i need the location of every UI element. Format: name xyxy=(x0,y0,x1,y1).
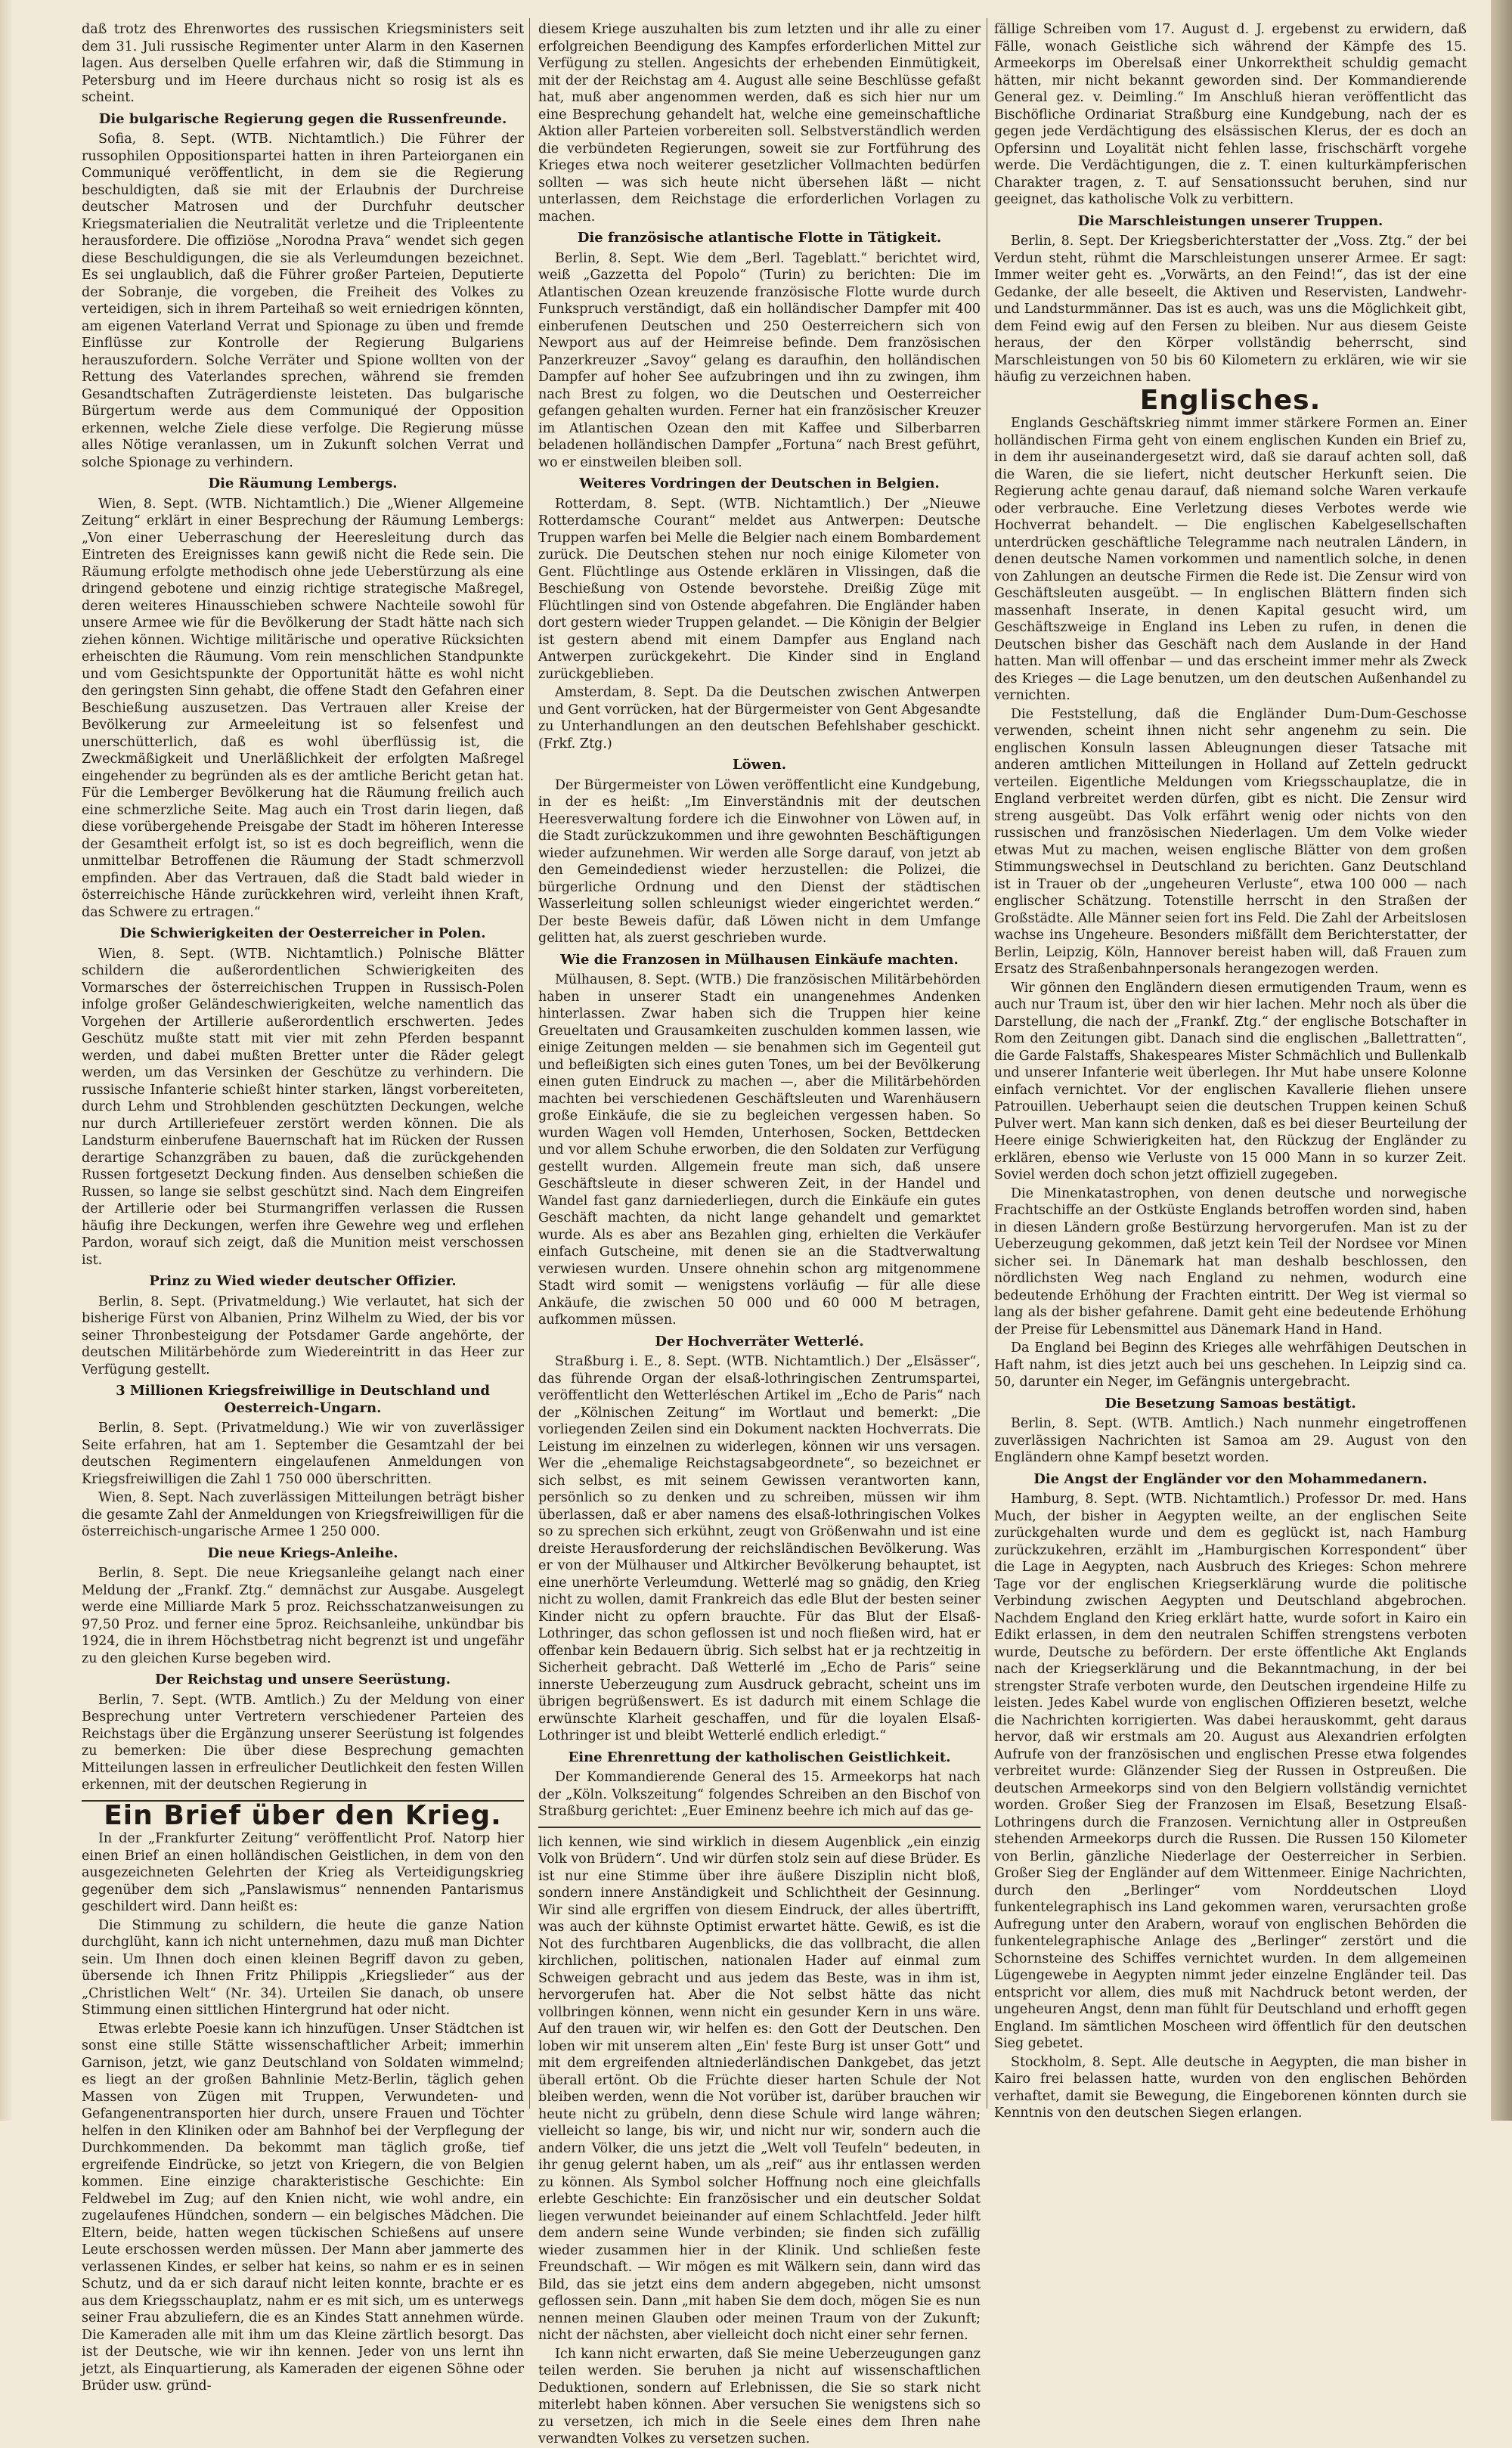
headline-war-loan: Die neue Kriegs-Anleihe. xyxy=(207,1545,398,1561)
article-muelhausen: Mülhausen, 8. Sept. (WTB.) Die französischen Militärbehörden haben in unserer Stadt ein unangenehmes Andenken hinterlassen. Zwar haben sich die Truppen hier keine Greueltaten und Grausamkeiten zuschulden kommen lassen, wie einige Zeitungen melden — sie benahmen sich im Gegenteil gut und befleißigten sich eines guten Tones, um bei der Bevölkerung einen guten Eindruck zu machen —, aber die Militärbehörden machten bei verschiedenen Geschäftsleuten und Warenhäusern große Einkäufe, die sie zu begleichen vergessen haben. So wurden Wagen voll Hemden, Unterhosen, Socken, Bettdecken und vor allem Schuhe erworben, die den Soldaten zur Verfügung gestellt wurden. Allgemein freute man sich, daß unsere Geschäftsleute in dieser schweren Zeit, in der Handel und Wandel fast ganz darniederliegen, durch die Einkäufe ein gutes Geschäft machten, da nicht lange gehandelt und gemarktet wurde. Als es aber ans Bezahlen ging, erhielten die Verkäufer einfach Gutscheine, mit denen sie an die Stadtverwaltung verwiesen wurden. Unsere ohnehin schon arg mitgenommene Stadt wird somit — wenigstens vorläufig — für alle diese Ankäufe, die zwischen 50 000 und 60 000 M betragen, aufkommen müssen. xyxy=(538,972,981,1328)
headline-wetterle: Der Hochverräter Wetterlé. xyxy=(655,1333,864,1349)
english-para-3: Wir gönnen den Engländern diesen ermutigenden Traum, wenn es auch nur Traum ist, über den wir hier lachen. Mehr noch als über die Darstellung, die nach der „Frankf. Ztg.“ der englische Botschafter in Rom den Zeitungen gibt. Danach sind die englischen „Ballettratten“, die Garde Falstaffs, Shakespeares Mister Schmächlich und Bullenkalb und unserer Infanterie weit überlegen. Ihr Mut habe unsere Kolonne einfach vernichtet. Vor der englischen Kavallerie fliehen unsere Patrouillen. Ueberhaupt seien die deutschen Truppen keinen Schuß Pulver wert. Man kann sich denken, daß es bei dieser Beurteilung der Heere einige Schwierigkeiten hat, den Rückzug der Engländer zu erklären, ebenso wie Verluste von 15 000 Mann in so kurzer Zeit. Soviel werden doch schon jetzt offiziell zugegeben. xyxy=(994,980,1467,1182)
article-mohammedans-stockholm: Stockholm, 8. Sept. Alle deutsche in Aegypten, die man bisher in Kairo frei belassen hatte, wurden von den englischen Behörden verhaftet, damit sie Bewegung, die Eingeborenen könnten durch sie Kenntnis von den deutschen Siegen erlangen. xyxy=(994,2054,1467,2121)
article-volunteers-berlin: Berlin, 8. Sept. (Privatmeldung.) Wie wir von zuverlässiger Seite erfahren, hat am 1. September die Gesamtzahl der bei deutschen Regimentern eingelaufenen Anmeldungen von Kriegsfreiwilligen die Zahl 1 750 000 überschritten. xyxy=(82,1421,524,1487)
letter-continuation-1: lich kennen, wie sind wirklich in diesem Augenblick „ein einzig Volk von Brüdern“. Und wir dürfen stolz sein auf diese Brüder. Es ist nur eine Stimme über ihre äußere Disziplin nicht bloß, sondern innere Anständigkeit und Schlichtheit der Gesinnung. Wir sind alle ergriffen von diesem Eindruck, der alles übertrifft, was auch der kühnste Optimist erwartet hätte. Gewiß, es ist die Not des furchtbaren Augenblicks, die das vollbracht, die allen kirchlichen, politischen, nationalen Hader auf einmal zum Schweigen gebracht und aus jedem das Beste, was in ihm ist, hervorgerufen hat. Aber die Not selbst hätte das nicht vollbringen können, wenn nicht ein gesunder Kern in uns wäre. Auf den trauen wir, wir helfen es: den Gott der Deutschen. Den loben wir mit unserem alten „Ein' feste Burg ist unser Gott“ und mit dem ergreifenden altniederländischen Dankgebet, das jetzt überall ertönt. Ob die Früchte dieser harten Schule der Not bleiben werden, wenn die Not vorüber ist, darüber brauchen wir heute nicht zu grübeln, denn diese Schule wird lange währen; vielleicht so lange, bis wir, und nicht nur wir, sondern auch die andern Völker, die uns jetzt die „Welt voll Teufeln“ bedeuten, in ihr genug gelernt haben, um als „reif“ aus ihr entlassen werden zu können. Als Symbol solcher Hoffnung noch eine gleichfalls erlebte Geschichte: Ein französischer und ein deutscher Soldat liegen verwundet beieinander auf einem Schlachtfeld. Jeder hilft dem andern seine Wunde verbinden; sie finden sich zufällig wieder zusammen hier in der Klinik. Und schließen feste Freundschaft. — Wir mögen es mit Wälkern sein, dann wird das Bild, das sie jetzt eins dem andern abgegeben, nicht umsonst geflossen sein. Dann „mit haben Sie dem doch, mögen Sie es nun nennen meinen Glauben oder meinen Traum von der Zukunft; nicht der nächsten, aber vielleicht doch nicht einer sehr fernen. xyxy=(538,1834,981,2343)
headline-muelhausen: Wie die Franzosen in Mülhausen Einkäufe machten. xyxy=(560,951,959,968)
headline-reichstag: Der Reichstag und unsere Seerüstung. xyxy=(154,1672,451,1687)
letter-para-2: Die Stimmung zu schildern, die heute die ganze Nation durchglüht, kann ich nicht unternehmen, dazu muß man Dichter sein. Um Ihnen doch einen kleinen Begriff davon zu geben, übersende ich Ihnen Fritz Philippis „Kriegslieder“ aus der „Christlichen Welt“ (Nr. 34). Urteilen Sie danach, ob unsere Stimmung einen sittlichen Hintergrund hat oder nicht. xyxy=(82,1917,524,2018)
col3-intro: fällige Schreiben vom 17. August d. J. ergebenst zu erwidern, daß Fälle, wonach Geistliche sich während der Kämpfe des 15. Armeekorps im Oberelsaß einer Unkorrektheit schuldig gemacht hätten, mir nicht bekannt geworden sind. Der Kommandierende General gez. v. Deimling.“ Im Anschluß hieran veröffentlicht das Bischöfliche Ordinariat Straßburg eine Kundgebung, nach der es gegen jede Verdächtigung des elsässischen Klerus, der es doch an Opfersinn und Loyalität nicht fehlen lasse, frischschärft vorgehe werde. Die Verdächtigungen, die z. T. einen kulturkämpferischen Charakter tragen, z. T. auf Sensationssucht beruhen, sind nur geeignet, das katholische Volk zu verbittern. xyxy=(994,22,1467,207)
english-para-4: Die Minenkatastrophen, von denen deutsche und norwegische Frachtschiffe an der Ostküste Englands betroffen worden sind, haben in diesen Ländern große Bestürzung hervorgerufen. Man ist zu der Ueberzeugung gekommen, daß jetzt kein Teil der Nordsee vor Minen sicher sei. In Dänemark hat man deshalb beschlossen, den nördlichsten Weg nach England zu nehmen, wodurch eine bedeutende Erhöhung der Frachten eintritt. Der Weg ist viermal so lang als der bisher gefahrene. Damit geht eine bedeutende Erhöhung der Preise für Lebensmittel aus Dänemark Hand in Hand. xyxy=(994,1185,1467,1337)
english-para-5: Da England bei Beginn des Krieges alle wehrfähigen Deutschen in Haft nahm, ist dies jetzt auch bei uns geschehen. In Leipzig sind ca. 50, darunter ein Neger, im Gefängnis untergebracht. xyxy=(994,1340,1467,1390)
column-3 xyxy=(994,21,1467,2121)
headline-mohammedans: Die Angst der Engländer vor den Mohammedanern. xyxy=(1033,1470,1427,1487)
headline-volunteers: 3 Millionen Kriegsfreiwillige in Deutschland und Oesterreich-Ungarn. xyxy=(116,1383,490,1416)
article-wetterle: Straßburg i. E., 8. Sept. (WTB. Nichtamtlich.) Der „Elsässer“, das führende Organ der elsaß-lothringischen Zentrumspartei, veröffentlicht den Wetterléschen Artikel im „Echo de Paris“ nach der „Kölnischen Zeitung“ im Wortlaut und bemerkt: „Die vorliegenden Zeilen sind ein Dokument nackten Hochverrats. Die Leistung im einzelnen zu widerlegen, können wir uns versagen. Wer die „ehemalige Reichstagsabgeordnete“, so bezeichnet er sich selbst, es mit seinem Gewissen verantworten kann, persönlich so zu denken und zu schreiben, müssen wir ihm überlassen, daß er aber namens des elsaß-lothringischen Volkes so zu sprechen sich erkühnt, zeugt von Größenwahn und ist eine dreiste Herausforderung der reichsländischen Bevölkerung. Was er von der Mülhauser und Altkircher Bevölkerung behauptet, ist eine unerhörte Verleumdung. Wetterlé mag so gnädig, den Krieg nicht zu wollen, damit Frankreich das edle Blut der besten seiner Kinder nicht zu opfern brauchte. Für das Blut der Elsaß-Lothringer, das schon geflossen ist und noch fließen wird, hat er offenbar kein Bedauern übrig. Sich selbst hat er ja rechtzeitig in Sicherheit gebracht. Daß Wetterlé im „Echo de Paris“ seine innerste Ueberzeugung zum Ausdruck gebracht, scheint uns im übrigen begrüßenswert. Es ist dadurch mit einem Schlage die erwünschte Klarheit geschaffen, und für die loyalen Elsaß-Lothringer ist und bleibt Wetterlé endlich erledigt.“ xyxy=(538,1354,981,1743)
headline-loewen: Löwen. xyxy=(733,757,786,773)
article-belgium-rotterdam: Rotterdam, 8. Sept. (WTB. Nichtamtlich.) Der „Nieuwe Rotterdamsche Courant“ meldet aus Antwerpen: Deutsche Truppen warfen bei Melle die Belgier nach einem Bombardement zurück. Die Deutschen stehen nur noch einige Kilometer von Gent. Flüchtlinge aus Ostende erklären in Vlissingen, daß die Beschießung von Ostende bevorstehe. Dreißig Züge mit Flüchtlingen sind von Ostende abgefahren. Die Engländer haben dort gestern wieder Truppen gelandet. — Die Königin der Belgier ist gestern abend mit einem Dampfer aus England nach Antwerpen zurückgekehrt. Die Kinder sind in England zurückgeblieben. xyxy=(538,496,981,682)
col2-intro: diesem Kriege auszuhalten bis zum letzten und ihr alle zu einer erfolgreichen Beendigung des Kampfes erforderlichen Mittel zur Verfügung zu stellen. Angesichts der erhebenden Einmütigkeit, mit der der Reichstag am 4. August alle seine Beschlüsse gefaßt hat, muß aber angenommen werden, daß es sich hier nur um eine Besprechung gehandelt hat, welche eine gemeinschaftliche Aktion aller Parteien vorbereiten soll. Selbstverständlich werden die verbündeten Regierungen, soweit sie zur Fortführung des Krieges etwa noch weiterer gesetzlicher Vollmachten bedürfen sollten — was sich heute nicht übersehen läßt — nicht unterlassen, dem Reichstage die erforderlichen Vorlagen zu machen. xyxy=(538,22,981,225)
article-mohammedans-hamburg: Hamburg, 8. Sept. (WTB. Nichtamtlich.) Professor Dr. med. Hans Much, der bisher in Aegypten weilte, an der englischen Seite zurückgehalten wurde und dem es geglückt ist, nach Hamburg zurückzukehren, erzählt im „Hamburgischen Korrespondent“ über die Lage in Aegypten, nach Ausbruch des Krieges: Schon mehrere Tage vor der englischen Kriegserklärung wurde die politische Verbindung zwischen Aegypten und Deutschland abgebrochen. Nachdem England den Krieg erklärt hatte, wurde sofort in Kairo ein Edikt erlassen, in dem den neutralen Schiffen strengstens verboten wurde, Deutsche zu befördern. Der erste öffentliche Akt Englands nach der Kriegserklärung und die Bekanntmachung, in der bei strengster Strafe verboten wurde, den Deutschen irgendeine Hilfe zu leisten. Jedes Kabel wurde von englischen Offizieren besetzt, welche die Nachrichten korrigierten. Was dabei herauskommt, geht daraus hervor, daß wir erstmals am 20. August aus Alexandrien erfolgten Aufrufe von der französischen und englischen Presse etwa folgendes verbreitet wurde: Glänzender Sieg der Russen in Ostpreußen. Die deutschen Armeekorps sind von den Belgiern vollständig vernichtet worden. Großer Sieg der Franzosen im Elsaß, Besetzung Elsaß-Lothringens durch die Franzosen. Vernichtung aller in Ostpreußen stehenden Armeekorps durch die Russen. Die Russen 150 Kilometer von Berlin, gänzliche Niederlage der Oesterreicher in Serbien. Großer Sieg der Engländer auf dem Wittenmeer. Einige Nachrichten, durch den „Berlinger“ vom Norddeutschen Lloyd funkentelegraphisch ins Land gekommen waren, verursachten große Aufregung unter den Arabern, worauf von englischen Behörden die funkentelegraphische Anlage des „Berlinger“ zerstört und die Schornsteine des Schiffes vernichtet wurden. In dem allgemeinen Lügengewebe in Aegypten nimmt jeder einzelne Engländer teil. Das entspricht vor allem, dies muß mit Nachdruck betont werden, der ungeheuren Angst, denn man fühlt für Deutschland und erhofft gegen England. Im sämtlichen Moscheen wird öffentlich für den deutschen Sieg gebetet. xyxy=(994,1492,1467,2051)
column-2 xyxy=(538,21,981,2446)
article-lemberg: Wien, 8. Sept. (WTB. Nichtamtlich.) Die „Wiener Allgemeine Zeitung“ erklärt in einer Besprechung der Räumung Lembergs: „Von einer Ueberraschung der Heeresleitung durch das Eintreten des Ereignisses kann gewiß nicht die Rede sein. Die Räumung erfolgte methodisch ohne jede Ueberstürzung als eine dringend gebotene und einzig richtige strategische Maßregel, deren weiteres Hinausschieben schwere Nachteile sowohl für unsere Armee wie für die Bevölkerung der Stadt hätte nach sich ziehen können. Wichtige militärische und operative Rücksichten erheischten die Räumung. Vom rein menschlichen Standpunkte und vom Gesichtspunkte der Opportunität hätte es wohl nicht den geringsten Sinn gehabt, die offene Stadt den Gefahren einer Beschießung auszusetzen. Das Vertrauen aller Kreise der Bevölkerung zur Armeeleitung ist so felsenfest und unerschütterlich, daß es wohl überflüssig ist, die Zweckmäßigkeit und Unerläßlichkeit der erfolgten Maßregel eingehender zu begründen als es der amtliche Bericht getan hat. Für die Lemberger Bevölkerung hat die Räumung freilich auch eine schmerzliche Seite. Mag auch ein Trost darin liegen, daß diese vorübergehende Preisgabe der Stadt im höheren Interesse der Gesamtheit erfolgt ist, so ist es doch begreiflich, wenn die unmittelbar Betroffenen die Räumung der Stadt schmerzvoll empfinden. Aber das Vertrauen, daß die Stadt bald wieder in österreichische Hände zurückkehren wird, verleiht ihnen Kraft, das Schwere zu ertragen.“ xyxy=(82,496,524,920)
article-samoa: Berlin, 8. Sept. (WTB. Amtlich.) Nach nunmehr eingetroffenen zuverlässigen Nachrichten ist Samoa am 29. August von den Engländern ohne Kampf besetzt worden. xyxy=(994,1416,1467,1465)
article-volunteers-vienna: Wien, 8. Sept. Nach zuverlässigen Mitteilungen beträgt bisher die gesamte Zahl der Anmeldungen von Kriegsfreiwilligen für die österreichisch-ungarische Armee 1 250 000. xyxy=(82,1490,524,1539)
letter-continuation-2: Ich kann nicht erwarten, daß Sie meine Ueberzeugungen ganz teilen werden. Sie beruhen ja nicht auf wissenschaftlichen Deduktionen, sondern auf Erlebnissen, die Sie so stark nicht miterlebt haben können. Aber versuchen Sie wenigstens sich so zu versetzen, ich mich in die Seele eines dem Ihren nahe verwandten Volkes zu versetzen suchen. xyxy=(538,2346,981,2446)
english-para-1: Englands Geschäftskrieg nimmt immer stärkere Formen an. Einer holländischen Firma geht von einem englischen Kunden ein Brief zu, in dem ihr auseinandergesetzt wird, daß sie darauf achten soll, daß die Waren, die sie liefert, nicht deutscher Herkunft seien. Die Regierung achte genau darauf, daß niemand solche Waren verkaufe oder verbrauche. Eine Verletzung dieses Verbotes werde wie Hochverrat behandelt. — Die englischen Kabelgesellschaften unterdrücken geschäftliche Telegramme nach neutralen Ländern, in denen deutsche Namen vorkommen und namentlich solche, in denen von Zahlungen an deutsche Firmen die Rede ist. Die Zensur wird von Geschäftsleuten ausgeübt. — In englischen Blättern finden sich massenhaft Inserate, in denen Kapital gesucht wird, um Geschäftszweige in England ins Leben zu rufen, in denen die Deutschen bisher das Geschäft nach dem Auslande in der Hand hatten. Man will offenbar — und das erscheint immer mehr als Zweck des Krieges — die Lage benutzen, um den deutschen Außenhandel zu vernichten. xyxy=(994,416,1467,703)
headline-prince-wied: Prinz zu Wied wieder deutscher Offizier. xyxy=(149,1273,457,1289)
article-prince-wied: Berlin, 8. Sept. (Privatmeldung.) Wie verlautet, hat sich der bisherige Fürst von Albanien, Prinz Wilhelm zu Wied, der bis vor seiner Thronbesteigung der Potsdamer Garde angehörte, der deutschen Militärbehörde zum Wiedereintritt in das Heer zur Verfügung gestellt. xyxy=(82,1294,524,1377)
paper-edge-left xyxy=(0,0,14,2121)
article-french-fleet: Berlin, 8. Sept. Wie dem „Berl. Tageblatt.“ berichtet wird, weiß „Gazzetta del Popolo“ (Turin) zu berichten: Die im Atlantischen Ozean kreuzende französische Flotte wurde durch Funkspruch verständigt, daß ein holländischer Dampfer mit 400 einberufenen Deutschen und 250 Oesterreichern sich von Newport aus auf der Heimreise befinde. Dem französischen Panzerkreuzer „Savoy“ gelang es daraufhin, den holländischen Dampfer auf hoher See aufzubringen und ihn zu zwingen, ihm nach Brest zu folgen, wo die Deutschen und Oesterreicher gefangen gehalten wurden. Ferner hat ein französischer Kreuzer im Atlantischen Ozean den mit Kaffee und Silberbarren beladenen holländischen Dampfer „Fortuna“ nach Brest geführt, wo er einstweilen bleiben soll. xyxy=(538,250,981,470)
headline-austrians-poland: Die Schwierigkeiten der Oesterreicher in Polen. xyxy=(119,925,486,941)
column-rule-1 xyxy=(529,18,530,2109)
article-marches: Berlin, 8. Sept. Der Kriegsberichterstatter der „Voss. Ztg.“ der bei Verdun steht, rühmt die Marschleistungen unserer Armee. Er sagt: Immer weiter geht es. „Vorwärts, an den Feind!“, das ist der eine Gedanke, der alle beseelt, die Aktiven und Reservisten, Landwehr- und Landsturmmänner. Das ist es auch, was uns die Möglichkeit gibt, dem Feind ewig auf den Fersen zu bleiben. Nur aus diesem Geiste heraus, der den Körper vollständig beherrscht, sind Marschleistungen von 50 bis 60 Kilometern zu erklären, wie wir sie häufig zu verzeichnen haben. xyxy=(994,234,1467,385)
headline-lemberg: Die Räumung Lembergs. xyxy=(208,476,398,491)
article-belgium-amsterdam: Amsterdam, 8. Sept. Da die Deutschen zwischen Antwerpen und Gent vorrücken, hat der Bürgermeister von Gent Abgesandte zu Unterhandlungen an den deutschen Befehlshaber geschickt. (Frkf. Ztg.) xyxy=(538,685,981,751)
article-loewen: Der Bürgermeister von Löwen veröffentlicht eine Kundgebung, in der es heißt: „Im Einverständnis mit der deutschen Heeresverwaltung fordere ich die Einwohner von Löwen auf, in die Stadt zurückzukommen und ihre gewohnten Beschäftigungen wieder aufzunehmen. Wir werden alle Sorge darauf, von jetzt ab den Gemeindedienst wieder herzustellen: die Polizei, die bürgerliche Ordnung und den Dienst der städtischen Wasserleitung sollen schleunigst wieder eingerichtet werden.“ Der beste Beweis dafür, daß Löwen nicht in dem Umfange gelitten hat, als zuerst geschrieben wurde. xyxy=(538,777,981,946)
col1-intro: daß trotz des Ehrenwortes des russischen Kriegsministers seit dem 31. Juli russische Regimenter unter Alarm in den Kasernen lagen. Aus derselben Quelle erfahren wir, daß die Stimmung in Petersburg und im Heere durchaus nicht so rosig ist als es scheint. xyxy=(82,22,524,105)
english-para-2: Die Feststellung, daß die Engländer Dum-Dum-Geschosse verwenden, scheint ihnen nicht sehr angenehm zu sein. Die englischen Konsuln lassen Ableugnungen dieser Tatsache mit anderen amtlichen Mitteilungen in Holland auf Zetteln gedruckt verteilen. Eigentliche Meldungen vom Kriegsschauplatze, die in England verbreitet werden dürfen, gibt es nicht. Die Zensur wird streng ausgeübt. Das Volk erfährt wenig oder nichts von den russischen und französischen Niederlagen. Um dem Volke wieder etwas Mut zu machen, weisen englische Blätter von dem großen Stimmungswechsel in Deutschland zu berichten. Ganz Deutschland ist in Trauer ob der „ungeheuren Verluste“, etwa 100 000 — nach englischer Schätzung. Totenstille herrscht in den Straßen der Großstädte. Alle Männer seien fort ins Feld. Die Zahl der Arbeitslosen wachse ins Ungeheure. Besonders mißfällt dem Berichterstatter, der Berlin, Leipzig, Köln, Hannover bereist haben will, daß Frauen zum Ersatz des Straßenbahnpersonals herangezogen werden. xyxy=(994,706,1467,977)
article-austrians-poland: Wien, 8. Sept. (WTB. Nichtamtlich.) Polnische Blätter schildern die außerordentlichen Schwierigkeiten des Vormarsches der österreichischen Truppen in Russisch-Polen infolge großer Geländeschwierigkeiten, welche namentlich das Vorgehen der Artillerie außerordentlich erschwerten. Jedes Geschütz mußte statt mit vier mit zehn Pferden bespannt werden, und dabei mußten Bretter unter die Räder gelegt werden, um das Versinken der Geschütze zu verhindern. Die russische Infanterie schießt hinter starken, längst vorbereiteten, durch Lehm und Strohblenden geschützten Deckungen, welche nur durch Artilleriefeuer zerstört werden können. Die als Landsturm einberufene Bauernschaft hat im Rücken der Russen derartige Schanzgräben zu bauen, daß die zurückgehenden Russen fortgesetzt Deckung finden. Aus denselben schießen die Russen, so lange sie selbst geschützt sind. Nach dem Eingreifen der Artillerie oder bei Sturmangriffen verlassen die Russen häufig ihre Deckungen, werfen ihre Gewehre weg und erflehen Pardon, worauf sich zeigt, daß die Munition meist verschossen ist. xyxy=(82,946,524,1268)
headline-samoa: Die Besetzung Samoas bestätigt. xyxy=(1105,1395,1356,1411)
section-divider xyxy=(538,1827,981,1828)
headline-belgium: Weiteres Vordringen der Deutschen in Belgien. xyxy=(579,476,940,491)
headline-english-matters: Englisches. xyxy=(1139,384,1321,416)
headline-clergy: Eine Ehrenrettung der katholischen Geistlichkeit. xyxy=(568,1749,951,1765)
article-war-loan: Berlin, 8. Sept. Die neue Kriegsanleihe gelangt nach einer Meldung der „Frankf. Ztg.“ demnächst zur Ausgabe. Ausgelegt werde eine Milliarde Mark 5 proz. Reichsschatzanweisungen zu 97,50 Proz. und ferner eine 5proz. Reichsanleihe, unkündbar bis 1924, die in ihrem Höchstbetrag nicht begrenzt ist und ungefähr zu den gleichen Kurse begeben wird. xyxy=(82,1566,524,1666)
headline-letter-about-war: Ein Brief über den Krieg. xyxy=(104,1799,502,1831)
headline-bulgarian-government: Die bulgarische Regierung gegen die Russenfreunde. xyxy=(98,110,507,127)
column-1 xyxy=(82,21,524,2394)
letter-para-1: In der „Frankfurter Zeitung“ veröffentlicht Prof. Natorp hier einen Brief an einen holländischen Geistlichen, in dem von den ausgezeichneten Gelehrten der Krieg als Verteidigungskrieg gegenüber dem sich „Panslawismus“ nennenden Pantarismus geschildert wird. Dann heißt es: xyxy=(82,1831,524,1914)
letter-para-3: Etwas erlebte Poesie kann ich hinzufügen. Unser Städtchen ist sonst eine stille Stätte wissenschaftlicher Arbeit; immerhin Garnison, jetzt, wie ganz Deutschland von Soldaten wimmelnd; es liegt an der großen Bahnlinie Metz-Berlin, täglich gehen Massen von Zügen mit Truppen, Verwundeten- und Gefangenentransporten hier durch, unsere Frauen und Töchter helfen in den Kliniken oder am Bahnhof bei der Verpflegung der Durchkommenden. Da bekommt man täglich große, tief ergreifende Eindrücke, so jetzt von Kriegern, die von Belgien kommen. Eine einzige charakteristische Geschichte: Ein Feldwebel im Zug; auf den Knien nicht, wie wohl andre, ein zugelaufenes Hündchen, sondern — ein belgisches Mädchen. Die Eltern, beide, hatten wegen tückischen Schießens auf unsere Leute erschossen werden müssen. Der Mann aber jammerte des verlassenen Kindes, er selber hat keins, so nahm er es in seinen Schutz, und da er sich darauf nicht leiten konnte, brachte er es aus dem Kriegsschauplatz, nahm er es mit sich, um es unterwegs seiner Frau abzuliefern, die es an Kindes Statt annehmen würde. Die Kameraden alle mit ihm um das Kleine zärtlich besorgt. Das ist der Deutsche, wie wir ihn kennen. Jeder von uns lernt ihn jetzt, als Einquartierung, als Kameraden der eigenen Söhne oder Brüder usw. gründ- xyxy=(82,2021,524,2394)
headline-french-fleet: Die französische atlantische Flotte in Tätigkeit. xyxy=(577,230,942,246)
article-reichstag: Berlin, 7. Sept. (WTB. Amtlich.) Zu der Meldung von einer Besprechung unter Vertretern verschiedener Parteien des Reichstags über die Ergänzung unserer Seerüstung ist folgendes zu bemerken: Die über diese Besprechung gemachten Mitteilungen lassen in erfreulicher Deutlichkeit den festen Willen erkennen, mit der deutschen Regierung in xyxy=(82,1692,524,1793)
paper-edge-right xyxy=(1491,0,1512,2121)
headline-marches: Die Marschleistungen unserer Truppen. xyxy=(1077,212,1383,229)
article-clergy: Der Kommandierende General des 15. Armeekorps hat nach der „Köln. Volkszeitung“ folgendes Schreiben an den Bischof von Straßburg gerichtet: „Euer Eminenz beehre ich mich auf das ge- xyxy=(538,1770,981,1819)
article-bulgaria: Sofia, 8. Sept. (WTB. Nichtamtlich.) Die Führer der russophilen Oppositionspartei hatten in ihren Parteiorganen ein Communiqué veröffentlicht, in dem sie die Regierung beschuldigten, daß sie mit der Erlaubnis der Durchreise deutscher Matrosen und der Durchfuhr deutscher Kriegsmaterialien die Neutralität verletze und die Tripleentente herausfordere. Die offiziöse „Norodna Prava“ wendet sich gegen diese Beschuldigungen, die sie als Verleumdungen bezeichnet. Es sei unglaublich, daß die Führer großer Parteien, Deputierte der Sobranje, die vorgeben, die Freiheit des Volkes zu verteidigen, sich in ihrem Parteihaß so weit erniedrigen könnten, am eigenen Vaterland Verrat und Spionage zu üben und fremde Einflüsse zur Kontrolle der Regierung Bulgariens herauszufordern. Solche Verräter und Spione wollten von der Rettung des Vaterlandes sprechen, während sie fremden Gesandtschaften Zuträgerdienste leisteten. Das bulgarische Bürgertum werde aus dem Communiqué der Opposition erkennen, welche Ziele diese verfolge. Die Regierung müsse alles Nötige veranlassen, um in Zukunft solchen Verrat und solche Spionage zu verhindern. xyxy=(82,132,524,470)
